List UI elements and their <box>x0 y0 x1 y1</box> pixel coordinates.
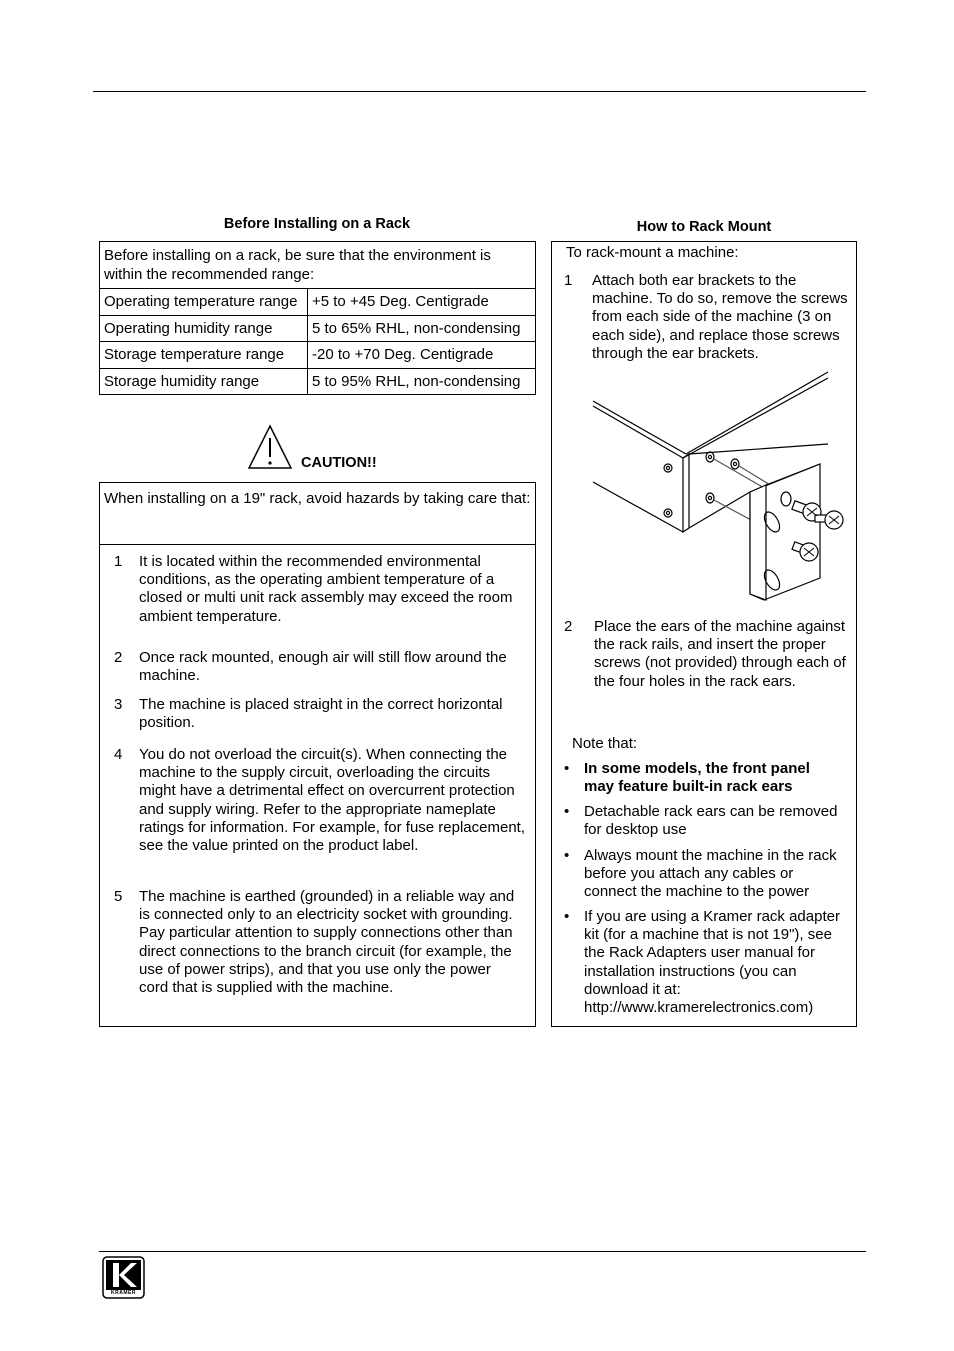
warning-triangle-icon <box>247 424 293 470</box>
bullet-icon: • <box>564 760 570 777</box>
list-item-text: It is located within the recommended environmental conditions, as the operating ambient temperature of a closed or multi unit rack assembly may exceed the room ambient temperature. <box>139 553 513 625</box>
list-item-text: Place the ears of the machine against the rack rails, and insert the proper screws (not provided) through each of the four holes in the rack ears. <box>594 618 846 690</box>
table-row <box>100 368 536 395</box>
kramer-logo-text: KRAMER <box>111 1290 136 1296</box>
env-row-value: -20 to +70 Deg. Centigrade <box>308 342 536 369</box>
rack-mount-title: How to Rack Mount <box>636 219 772 235</box>
env-section-title: Before Installing on a Rack <box>223 216 411 232</box>
list-item-number: 5 <box>114 888 123 905</box>
table-row <box>100 342 536 369</box>
list-item-number: 4 <box>114 746 123 763</box>
bullet-icon: • <box>564 908 570 925</box>
rack-mount-intro: To rack-mount a machine: <box>566 244 739 261</box>
list-item-text: The machine is placed straight in the correct horizontal position. <box>139 696 503 732</box>
env-intro-text: Before installing on a rack, be sure that the environment is within the recommended range: <box>104 247 491 283</box>
note-label: Note that: <box>572 735 638 752</box>
kramer-logo-icon <box>102 1256 145 1299</box>
note-text: In some models, the front panel may feature built-in rack ears <box>584 760 810 796</box>
list-item-text: Attach both ear brackets to the machine. To do so, remove the screws from each side of the machine (3 on each side), and replace those screws through the ear brackets. <box>592 272 848 362</box>
bullet-icon: • <box>564 847 570 864</box>
env-intro-box <box>99 241 536 289</box>
list-item-number: 2 <box>564 618 573 635</box>
bullet-icon: • <box>564 803 570 820</box>
note-text: Always mount the machine in the rack before you attach any cables or connect the machine to the power <box>584 847 837 901</box>
env-row-label: Operating humidity range <box>100 315 308 342</box>
list-item-text: You do not overload the circuit(s). When connecting the machine to the supply circuit, overloading the circuits might have a detrimental effect on overcurrent protection and supply wiring. Refer to the appropriate nameplate ratings for information. For example, for fuse replacement, see the value printed on the product label. <box>139 746 526 855</box>
env-row-value: 5 to 65% RHL, non-condensing <box>308 315 536 342</box>
note-text: Detachable rack ears can be removed for desktop use <box>584 803 838 839</box>
env-row-label: Storage temperature range <box>100 342 308 369</box>
list-item-text: Once rack mounted, enough air will still flow around the machine. <box>139 649 507 685</box>
table-row <box>100 289 536 316</box>
list-item-number: 3 <box>114 696 123 713</box>
caution-intro-text: When installing on a 19" rack, avoid hazards by taking care that: <box>104 490 531 507</box>
list-item-number: 1 <box>114 553 123 570</box>
header-rule <box>93 91 866 92</box>
env-row-label: Operating temperature range <box>100 289 308 316</box>
env-row-value: +5 to +45 Deg. Centigrade <box>308 289 536 316</box>
env-range-table <box>99 288 536 395</box>
note-text: If you are using a Kramer rack adapter kit (for a machine that is not 19"), see the Rack Adapters user manual for installation instructions (you can download it at: http://www.kramerelectronics.com) <box>584 908 840 1017</box>
list-item-number: 1 <box>564 272 573 289</box>
env-row-label: Storage humidity range <box>100 368 308 395</box>
list-item-number: 2 <box>114 649 123 666</box>
caution-label: CAUTION!! <box>301 455 377 471</box>
table-row <box>100 315 536 342</box>
list-item-text: The machine is earthed (grounded) in a reliable way and is connected only to an electricity socket with grounding. Pay particular attention to supply connections other than direct connections to the branch circuit (for example, the use of power strips), and that you use only the power cord that is supplied with the machine. <box>139 888 515 997</box>
caution-divider <box>100 544 535 545</box>
env-row-value: 5 to 95% RHL, non-condensing <box>308 368 536 395</box>
rack-mount-illustration <box>590 368 852 602</box>
footer-rule <box>99 1251 866 1252</box>
